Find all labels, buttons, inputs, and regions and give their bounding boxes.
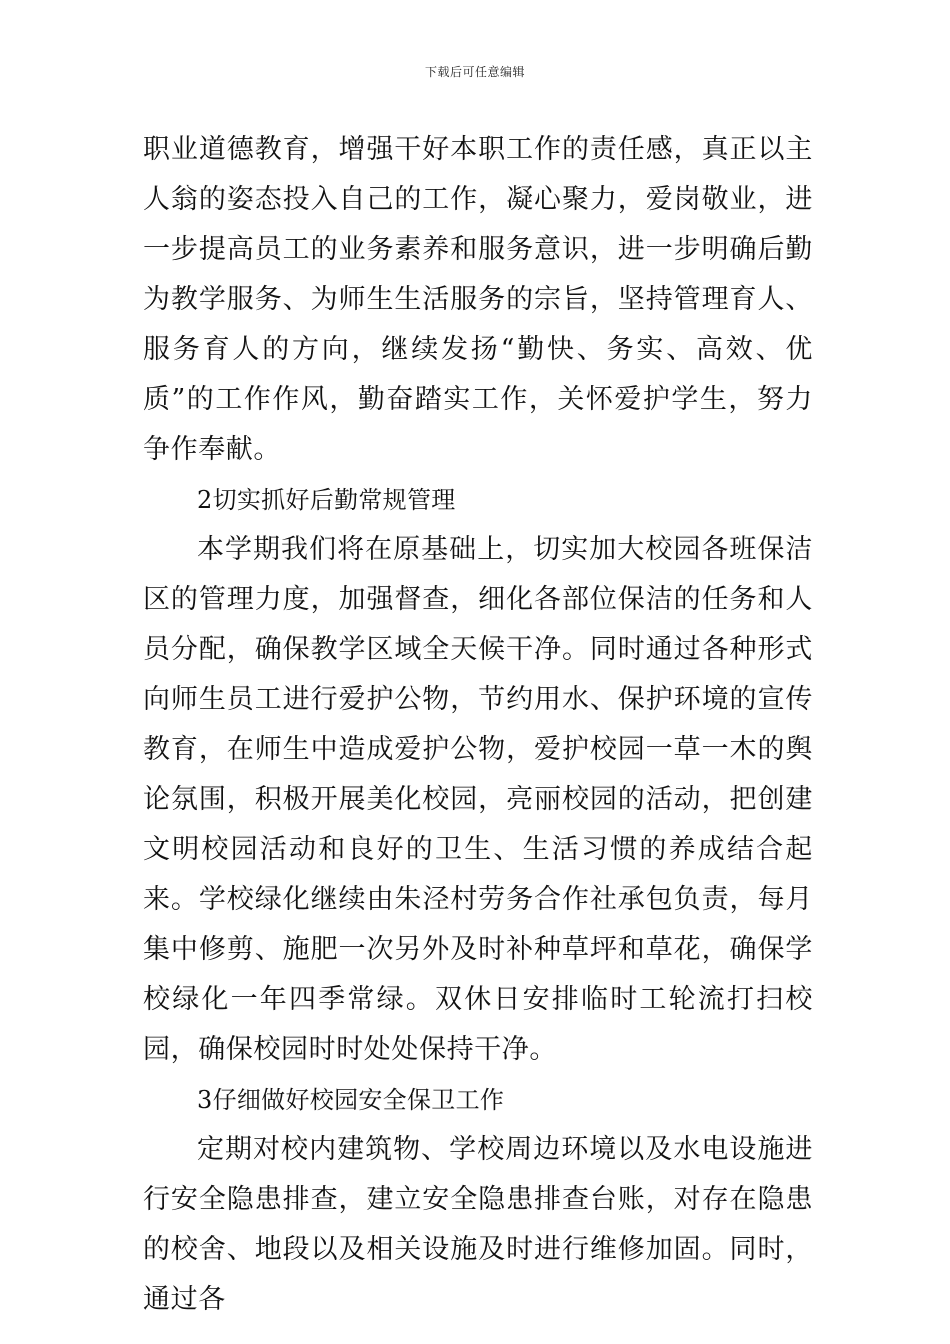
section-heading-safety: 3仔细做好校园安全保卫工作 (197, 1086, 505, 1114)
page-header: 下载后可任意编辑 (424, 65, 525, 79)
paragraph-safety-work: 定期对校内建筑物、学校周边环境以及水电设施进行安全隐患排查，建立安全隐患排查台账，对存在隐患的校舍、地段以及相关设施及时进行维修加固。同时，通过各 (143, 1134, 813, 1315)
section-heading-logistics: 2切实抓好后勤常规管理 (197, 486, 456, 514)
paragraph-professional-ethics: 职业道德教育，增强干好本职工作的责任感，真正以主人翁的姿态投入自己的工作，凝心聚力，爱岗敬业，进一步提高员工的业务素养和服务意识，进一步明确后勤为教学服务、为师生生活服务的宗旨，坚持管理育人、服务育人的方向，继续发扬“勤快、务实、高效、优质”的工作作风，勤奋踏实工作，关怀爱护学生，努力争作奉献。 (143, 134, 813, 465)
document-body (143, 125, 813, 1325)
paragraph-logistics-management: 本学期我们将在原基础上，切实加大校园各班保洁区的管理力度，加强督查，细化各部位保洁的任务和人员分配，确保教学区域全天候干净。同时通过各种形式向师生员工进行爱护公物，节约用水、保护环境的宣传教育，在师生中造成爱护公物，爱护校园一草一木的舆论氛围，积极开展美化校园，亮丽校园的活动，把创建文明校园活动和良好的卫生、生活习惯的养成结合起来。学校绿化继续由朱泾村劳务合作社承包负责，每月集中修剪、施肥一次另外及时补种草坪和草花，确保学校绿化一年四季常绿。双休日安排临时工轮流打扫校园，确保校园时时处处保持干净。 (143, 534, 813, 1065)
